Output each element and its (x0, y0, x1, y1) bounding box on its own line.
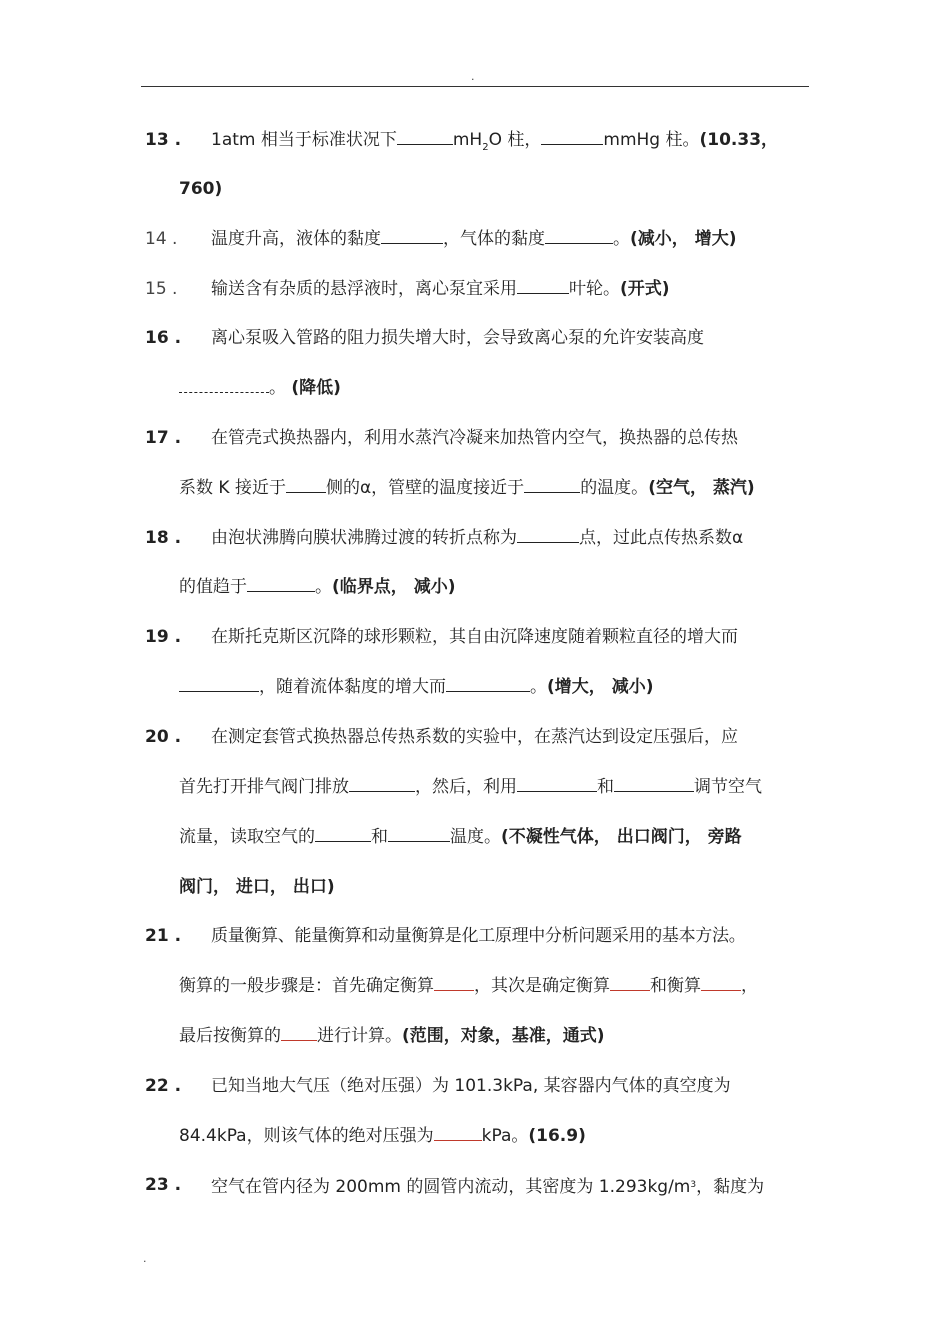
text-segment: 由泡状沸腾向膜状沸腾过渡的转折点称为 (211, 528, 517, 548)
question-text: 在斯托克斯区沉降的球形颗粒，其自由沉降速度随着颗粒直径的增大而 (211, 627, 738, 647)
answer-text: (减小， 增大) (630, 229, 737, 249)
header-rule (141, 86, 809, 87)
text-segment: ，然后，利用 (415, 777, 517, 797)
text-segment: 和 (371, 827, 388, 847)
text-segment: 调节空气 (694, 777, 762, 797)
answer-blank (517, 279, 569, 294)
text-segment: 最后按衡算的 (179, 1026, 281, 1046)
question-text (179, 776, 762, 798)
question-text (211, 228, 736, 250)
header-mark: . (471, 70, 475, 83)
question-text (179, 975, 758, 997)
question-text (179, 377, 341, 399)
answer-blank (381, 229, 443, 244)
answer-text: (临界点， 减小) (332, 577, 456, 597)
question-number: 18 . (145, 528, 182, 548)
question-number: 19 . (145, 627, 182, 647)
text-segment: 温度。 (450, 827, 501, 847)
text-segment: ，黏度为 (696, 1177, 765, 1197)
question-text: 质量衡算、能量衡算和动量衡算是化工原理中分析问题采用的基本方法。 (211, 926, 746, 946)
text-segment: 输送含有杂质的悬浮液时，离心泵宜采用 (211, 279, 517, 299)
text-segment: 温度升高，液体的黏度 (211, 229, 381, 249)
answer-blank (524, 478, 580, 493)
question-text: 离心泵吸入管路的阻力损失增大时，会导致离心泵的允许安装高度 (211, 328, 704, 348)
question-text: 在测定套管式换热器总传热系数的实验中，在蒸汽达到设定压强后，应 (211, 727, 738, 747)
answer-blank (446, 677, 530, 692)
text-segment: 首先打开排气阀门排放 (179, 777, 349, 797)
question-text (179, 1125, 586, 1147)
answer-text: (10.33， (699, 130, 779, 150)
text-segment: 的温度。 (580, 478, 649, 498)
text-segment: 和 (597, 777, 614, 797)
answer-blank (434, 976, 474, 991)
question-text (211, 527, 743, 549)
text-segment: ，其次是确定衡算 (474, 976, 610, 996)
question-number: 17 . (145, 428, 182, 448)
question-number: 13 . (145, 130, 182, 150)
question-text (179, 826, 742, 848)
question-text: 已知当地大气压（绝对压强）为 101.3kPa, 某容器内气体的真空度为 (211, 1076, 731, 1096)
question-number: 20 . (145, 727, 182, 747)
question-number: 21 . (145, 926, 182, 946)
text-segment: 。 (613, 229, 630, 249)
text-segment: kPa。 (481, 1126, 529, 1146)
text-segment: 空气在管内径为 200mm 的圆管内流动，其密度为 1.293kg/m (211, 1177, 691, 1197)
subscript: 2 (482, 142, 489, 153)
answer-text: (空气， 蒸汽) (648, 478, 755, 498)
question-text (179, 1025, 605, 1047)
answer-blank (281, 1026, 317, 1041)
question-number: 16 . (145, 328, 182, 348)
text-segment: mH (452, 130, 483, 150)
question-text (211, 278, 670, 300)
text-segment: 点，过此点传热系数α (579, 528, 744, 548)
answer-text: 760) (179, 179, 223, 199)
question-text (211, 129, 778, 159)
text-segment: 流量，读取空气的 (179, 827, 315, 847)
text-segment: 衡算的一般步骤是：首先确定衡算 (179, 976, 434, 996)
answer-blank (610, 976, 650, 991)
text-segment: mmHg 柱。 (603, 130, 700, 150)
answer-text: (不凝性气体， 出口阀门， 旁路 (501, 827, 742, 847)
question-number: 15 . (145, 279, 178, 299)
answer-text: (增大， 减小) (547, 677, 654, 697)
text-segment: 。 (530, 677, 547, 697)
question-text (179, 676, 653, 698)
answer-blank (517, 777, 597, 792)
text-segment: 系数 K 接近于 (179, 478, 286, 498)
answer-blank (315, 827, 371, 842)
text-segment: ，气体的黏度 (443, 229, 545, 249)
answer-blank (545, 229, 613, 244)
answer-blank (179, 378, 269, 393)
text-segment: 叶轮。 (569, 279, 620, 299)
text-segment: 和衡算 (650, 976, 701, 996)
answer-blank (286, 478, 326, 493)
question-number: 14 . (145, 229, 178, 249)
answer-blank (701, 976, 741, 991)
text-segment: 侧的α，管壁的温度接近于 (325, 478, 525, 498)
answer-blank (388, 827, 450, 842)
question-text: 在管壳式换热器内，利用水蒸汽冷凝来加热管内空气，换热器的总传热 (211, 428, 738, 448)
text-segment: 。 (269, 378, 286, 398)
answer-blank (247, 577, 315, 592)
superscript: 3 (690, 1180, 697, 1190)
answer-text: (范围，对象，基准，通式) (402, 1026, 605, 1046)
text-segment: ， (741, 976, 758, 996)
question-text (179, 576, 455, 598)
text-segment: 的值趋于 (179, 577, 247, 597)
question-number: 22 . (145, 1076, 182, 1096)
question-number: 23 . (145, 1175, 182, 1195)
question-text (211, 1174, 764, 1198)
answer-blank (541, 130, 603, 145)
answer-blank (349, 777, 415, 792)
answer-text: (降低) (291, 378, 341, 398)
answer-text: 阀门， 进口， 出口) (179, 877, 335, 897)
answer-blank (614, 777, 694, 792)
answer-blank (179, 677, 259, 692)
text-segment: 84.4kPa，则该气体的绝对压强为 (179, 1126, 434, 1146)
text-segment: 1atm 相当于标准状况下 (211, 130, 397, 150)
answer-text: (16.9) (528, 1126, 586, 1146)
answer-blank (397, 130, 453, 145)
text-segment: 。 (315, 577, 332, 597)
answer-blank (434, 1126, 482, 1141)
question-text (179, 477, 755, 499)
answer-blank (517, 528, 579, 543)
text-segment: 进行计算。 (317, 1026, 402, 1046)
footer-mark: . (143, 1252, 147, 1265)
text-segment: ，随着流体黏度的增大而 (259, 677, 446, 697)
text-segment: O 柱， (488, 130, 542, 150)
answer-text: (开式) (620, 279, 670, 299)
